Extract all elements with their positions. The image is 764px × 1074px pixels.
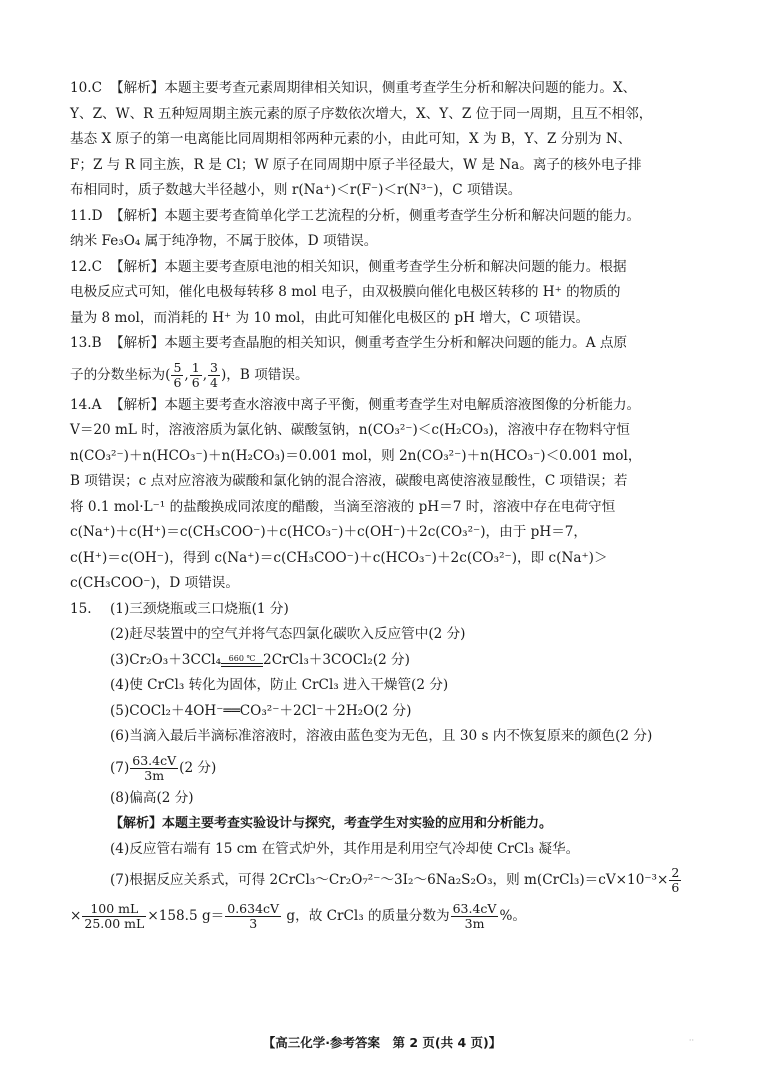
fraction: $\frac{2}{6}$ xyxy=(671,865,680,895)
answer-10: 10.C 【解析】本题主要考查元素周期律相关知识，侧重考查学生分析和解决问题的能力。X、 Y、Z、W、R 五种短周期主族元素的原子序数依次增大，X、Y、Z 位于同一周期，且互不相邻， 基态 X 原子的第一电离能比同周期相邻两种元素的小，由此可知，X 为 B，Y、Z 分别为 N、 F；Z 与 R 同主族，R 是 Cl；W 原子在同周期中原子半径最大，W 是 Na。离子的核外电子排 布相同时，质子数越大半径越小，则 r(Na⁺)＜r(F⁻)＜r(N³⁻)，C 项错误。 xyxy=(70,76,698,204)
reaction-condition-arrow: 660 ℃ xyxy=(221,654,263,667)
fraction: $\frac{3}{4}$ xyxy=(210,359,218,390)
page-footer: 【高三化学·参考答案 第 2 页(共 4 页)】 xyxy=(262,1035,502,1050)
coordinate-line: 子的分数坐标为( $\frac{5}{6}$ , $\frac{1}{6}$ , $\frac{3}{4}$ )，B 项错误。 xyxy=(70,359,309,390)
corner-mark: ·· xyxy=(688,1036,694,1045)
answer-13: 13.B 【解析】本题主要考查晶胞的相关知识，侧重考查学生分析和解决问题的能力。A 点原 子的分数坐标为( $\frac{5}{6}$ , $\frac{1}{6}$ , $\frac{3}{4}$ )，B 项错误。 xyxy=(70,331,698,393)
fraction: $\frac{63.4cV}{3m}$ xyxy=(132,752,177,783)
calc-line-1: (7)根据反应关系式，可得 2CrCl₃～Cr₂O₇²⁻～3I₂～6Na₂S₂O₃，则 m(CrCl₃)＝cV×10⁻³× $\frac{2}{6}$ xyxy=(110,865,680,895)
equation-line: (3)Cr₂O₃＋3CCl₄ 660 ℃ 2CrCl₃＋3COCl₂(2 分) xyxy=(110,651,410,668)
question-number: 14.A xyxy=(70,396,102,413)
question-number: 13.B xyxy=(70,335,102,351)
question-number: 10.C xyxy=(70,80,103,96)
answer-12: 12.C 【解析】本题主要考查原电池的相关知识，侧重考查学生分析和解决问题的能力。根据 电极反应式可知，催化电极每转移 8 mol 电子，由双极膜向催化电极区转移的 H⁺ 的物质的 量为 8 mol，而消耗的 H⁺ 为 10 mol，由此可知催化电极区的 pH 增大，C 项错误。 xyxy=(70,255,698,332)
fraction: $\frac{100 mL}{25.00 mL}$ xyxy=(84,901,145,931)
fraction-answer-line: (7) $\frac{63.4cV}{3m}$ (2 分) xyxy=(110,752,217,783)
fraction: $\frac{63.4cV}{3m}$ xyxy=(452,901,497,931)
question-number: 12.C xyxy=(70,258,103,275)
question-number: 15. xyxy=(70,600,92,617)
fraction: $\frac{5}{6}$ xyxy=(173,359,182,390)
question-number: 11.D xyxy=(70,207,103,224)
explanation-heading: 【解析】本题主要考查实验设计与探究，考查学生对实验的应用和分析能力。 xyxy=(110,816,553,831)
answer-11: 11.D 【解析】本题主要考查简单化学工艺流程的分析，侧重考查学生分析和解决问题的能力。 纳米 Fe₃O₄ 属于纯净物，不属于胶体，D 项错误。 xyxy=(70,204,698,255)
answer-14: 14.A 【解析】本题主要考查水溶液中离子平衡，侧重考查学生对电解质溶液图像的分析能力。 V＝20 mL 时，溶液溶质为氯化钠、碳酸氢钠，n(CO₃²⁻)＜c(H₂CO₃)，溶液中存在物料守恒 n(CO₃²⁻)＋n(HCO₃⁻)＋n(H₂CO₃)＝0.001 mol，则 2n(CO₃²⁻)＋n(HCO₃⁻)＜0.001 mol， B 项错误；c 点对应溶液为碳酸和氯化钠的混合溶液，碳酸电离使溶液显酸性，C 项错误；若 将 0.1 mol·L⁻¹ 的盐酸换成同浓度的醋酸，当滴至溶液的 pH＝7 时，溶液中存在电荷守恒 c(Na⁺)＋c(H⁺)＝c(CH₃COO⁻)＋c(HCO₃⁻)＋c(OH⁻)＋2c(CO₃²⁻)，由于 pH＝7， c(H⁺)＝c(OH⁻)，得到 c(Na⁺)＝c(CH₃COO⁻)＋c(HCO₃⁻)＋2c(CO₃²⁻)，即 c(Na⁺)＞ c(CH₃COO⁻)，D 项错误。 xyxy=(70,393,698,597)
answer-content xyxy=(70,76,698,934)
fraction: $\frac{0.634cV}{3}$ xyxy=(227,901,280,931)
answer-15: 15. (1)三颈烧瓶或三口烧瓶(1 分) (2)赶尽装置中的空气并将气态四氯化碳吹入反应管中(2 分) (3)Cr₂O₃＋3CCl₄ 660 ℃ 2CrCl₃＋3COCl₂(2 分) (4)使 CrCl₃ 转化为固体，防止 CrCl₃ 进入干燥管(2 分) (5)COCl₂＋4OH⁻══CO₃²⁻＋2Cl⁻＋2H₂O(2 分) (6)当滴入最后半滴标准溶液时，溶液由蓝色变为无色，且 30 s 内不恢复原来的颜色(2 分) (7) $\frac{63.4cV}{3m}$ (2 分) (8)偏高(2 分) 【解析】本题主要考查实验设计与探究，考查学生对实验的应用和分析能力。 (4)反应管右端有 15 cm 在管式炉外，其作用是利用空气冷却使 CrCl₃ 凝华。 (7)根据反应关系式，可得 2CrCl₃～Cr₂O₇²⁻～3I₂～6Na₂S₂O₃，则 m(CrCl₃)＝cV×10⁻³× $\frac{2}{6}$ × $\frac{100 mL}{25.00 mL}$ ×158.5 g＝ $\frac{0.634cV}{3}$ g，故 CrCl₃ 的质量分数为 $\frac{63.4cV}{3m}$ %。 xyxy=(70,597,698,935)
fraction: $\frac{1}{6}$ xyxy=(191,359,200,390)
calc-line-2: × $\frac{100 mL}{25.00 mL}$ ×158.5 g＝ $\frac{0.634cV}{3}$ g，故 CrCl₃ 的质量分数为 $\frac{63.4cV}{3m}$ %。 xyxy=(70,901,526,931)
